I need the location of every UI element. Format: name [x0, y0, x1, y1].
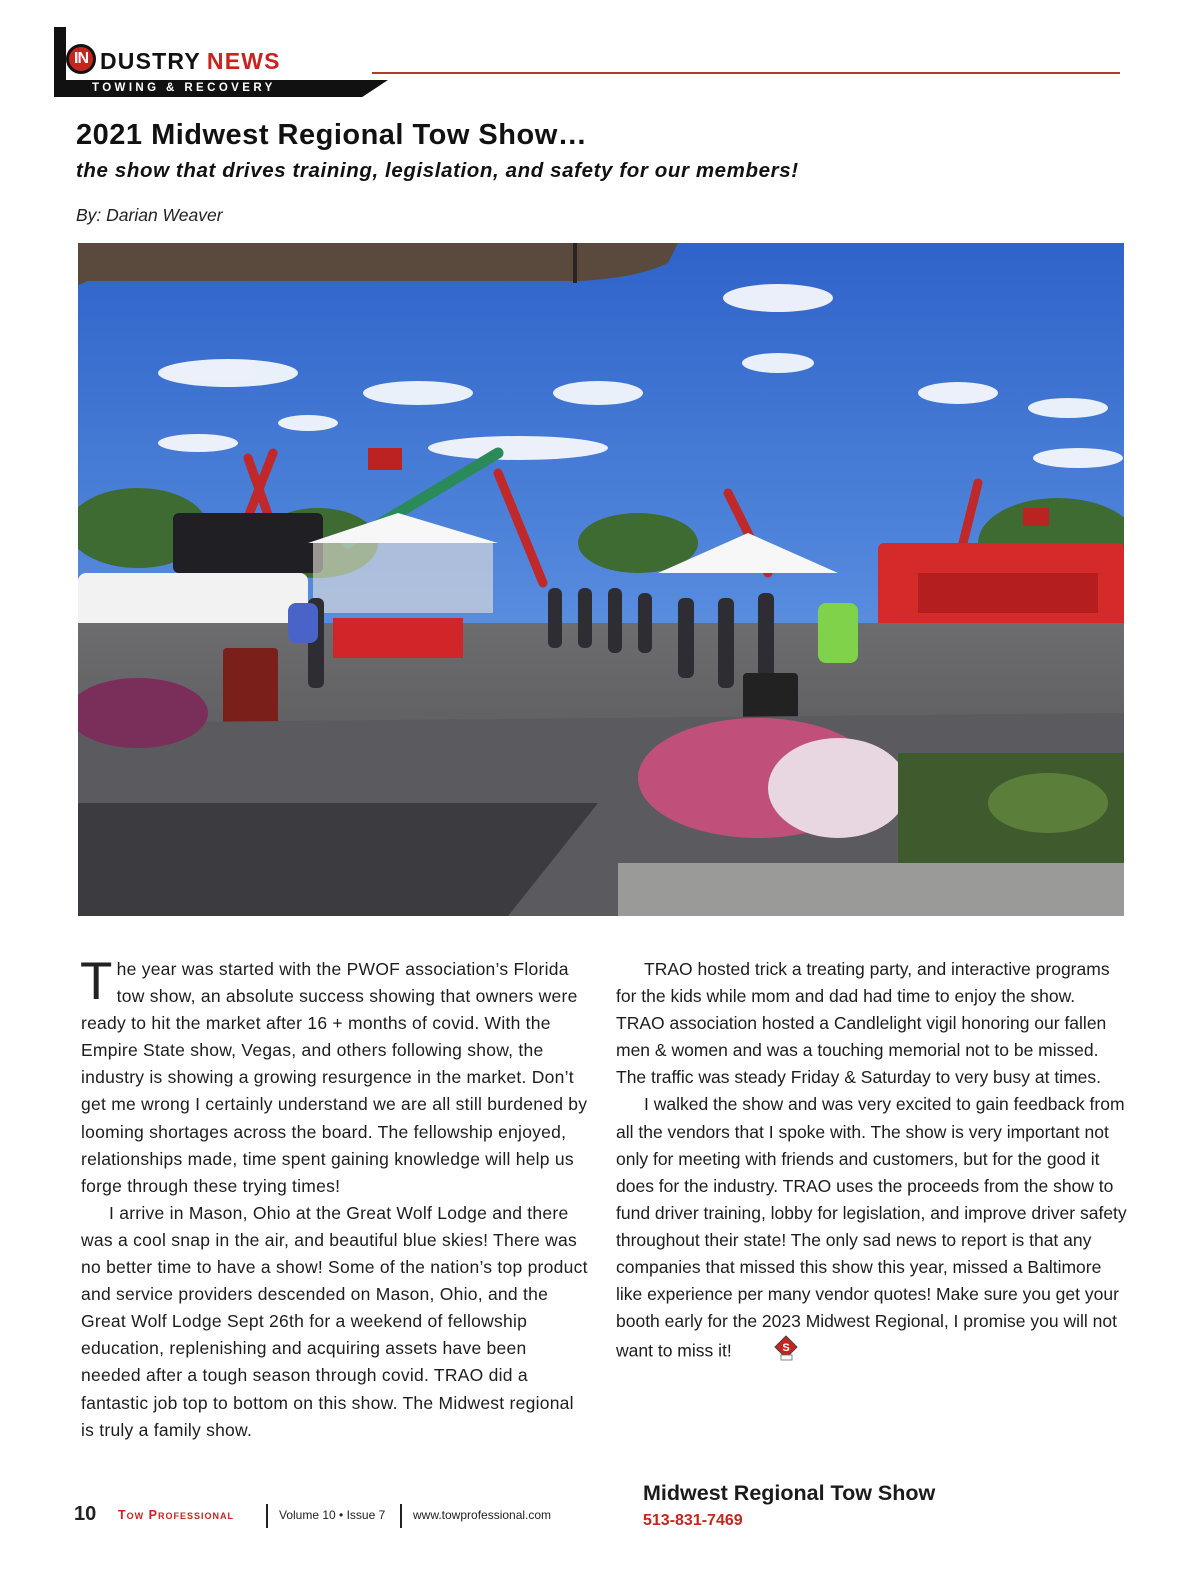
header-title-main: DUSTRY: [100, 48, 201, 74]
paragraph-1-text: he year was started with the PWOF association’s Florida tow show, an absolute success showing that owners were ready to hit the market after 16 + months of covid. With the Empire State show, Vegas, and others following show, the industry is showing a growing resurgence in the market. Don’t get me wrong I certainly understand we are all still burdened by looming shortages across the board. The fellowship enjoyed, relationships made, time spent gaining knowledge will help us forge through these trying times!: [81, 959, 588, 1196]
article-title: 2021 Midwest Regional Tow Show…: [76, 119, 588, 151]
header-circle-badge: IN: [66, 44, 96, 74]
volume-issue: Volume 10 • Issue 7: [279, 1508, 386, 1522]
paragraph-1: [80, 952, 591, 1200]
signature-name: Midwest Regional Tow Show: [643, 1481, 936, 1505]
signature-phone: 513-831-7469: [643, 1512, 743, 1529]
end-mark-icon: [746, 1335, 798, 1369]
magazine-name: Tow Professional: [118, 1508, 234, 1522]
header-title-accent: NEWS: [206, 48, 281, 74]
section-header: [0, 0, 1200, 100]
website-url: www.towprofessional.com: [413, 1508, 552, 1522]
article-column-left: [80, 952, 591, 1444]
article-column-right: [616, 956, 1128, 1369]
article-byline: By: Darian Weaver: [76, 205, 223, 225]
header-rule: [372, 72, 1120, 74]
paragraph-4: [616, 1091, 1128, 1369]
header-subtitle: TOWING & RECOVERY: [92, 82, 276, 94]
article-subtitle: the show that drives training, legislation, and safety for our members!: [76, 159, 799, 182]
svg-text:S: S: [782, 1342, 790, 1355]
paragraph-2: I arrive in Mason, Ohio at the Great Wolf Lodge and there was a cool snap in the air, and beautiful blue skies! There was no better time to have a show! Some of the nation’s top product and service providers descended on Mason, Ohio, and the Great Wolf Lodge Sept 26th for a weekend of fellowship education, replenishing and acquiring assets have been needed after a tough season through covid. TRAO did a fantastic job top to bottom on this show. The Midwest regional is truly a family show.: [81, 1202, 588, 1440]
header-title: [100, 49, 281, 73]
header-bracket: [54, 27, 66, 97]
article-photo: [78, 243, 1124, 916]
page-number: 10: [74, 1503, 97, 1525]
paragraph-3: TRAO hosted trick a treating party, and interactive programs for the kids while mom and dad had time to enjoy the show. TRAO association hosted a Candlelight vigil honoring our fallen men & women and was a touching memorial not to be missed. The traffic was steady Friday & Saturday to very busy at times.: [616, 959, 1110, 1088]
paragraph-4-text: I walked the show and was very excited to gain feedback from all the vendors that I spoke with. The show is very important not only for meeting with friends and customers, but for the good it does for the industry. TRAO uses the proceeds from the show to fund driver training, lobby for legislation, and improve driver safety throughout their state! The only sad news to report is that any companies that missed this show this year, missed a Baltimore like experience per many vendor quotes! Make sure you get your booth early for the 2023 Midwest Regional, I promise you will not want to miss it!: [616, 1094, 1127, 1361]
footer-divider: [400, 1504, 402, 1528]
drop-cap: T: [80, 952, 113, 1011]
footer-divider: [266, 1504, 268, 1528]
